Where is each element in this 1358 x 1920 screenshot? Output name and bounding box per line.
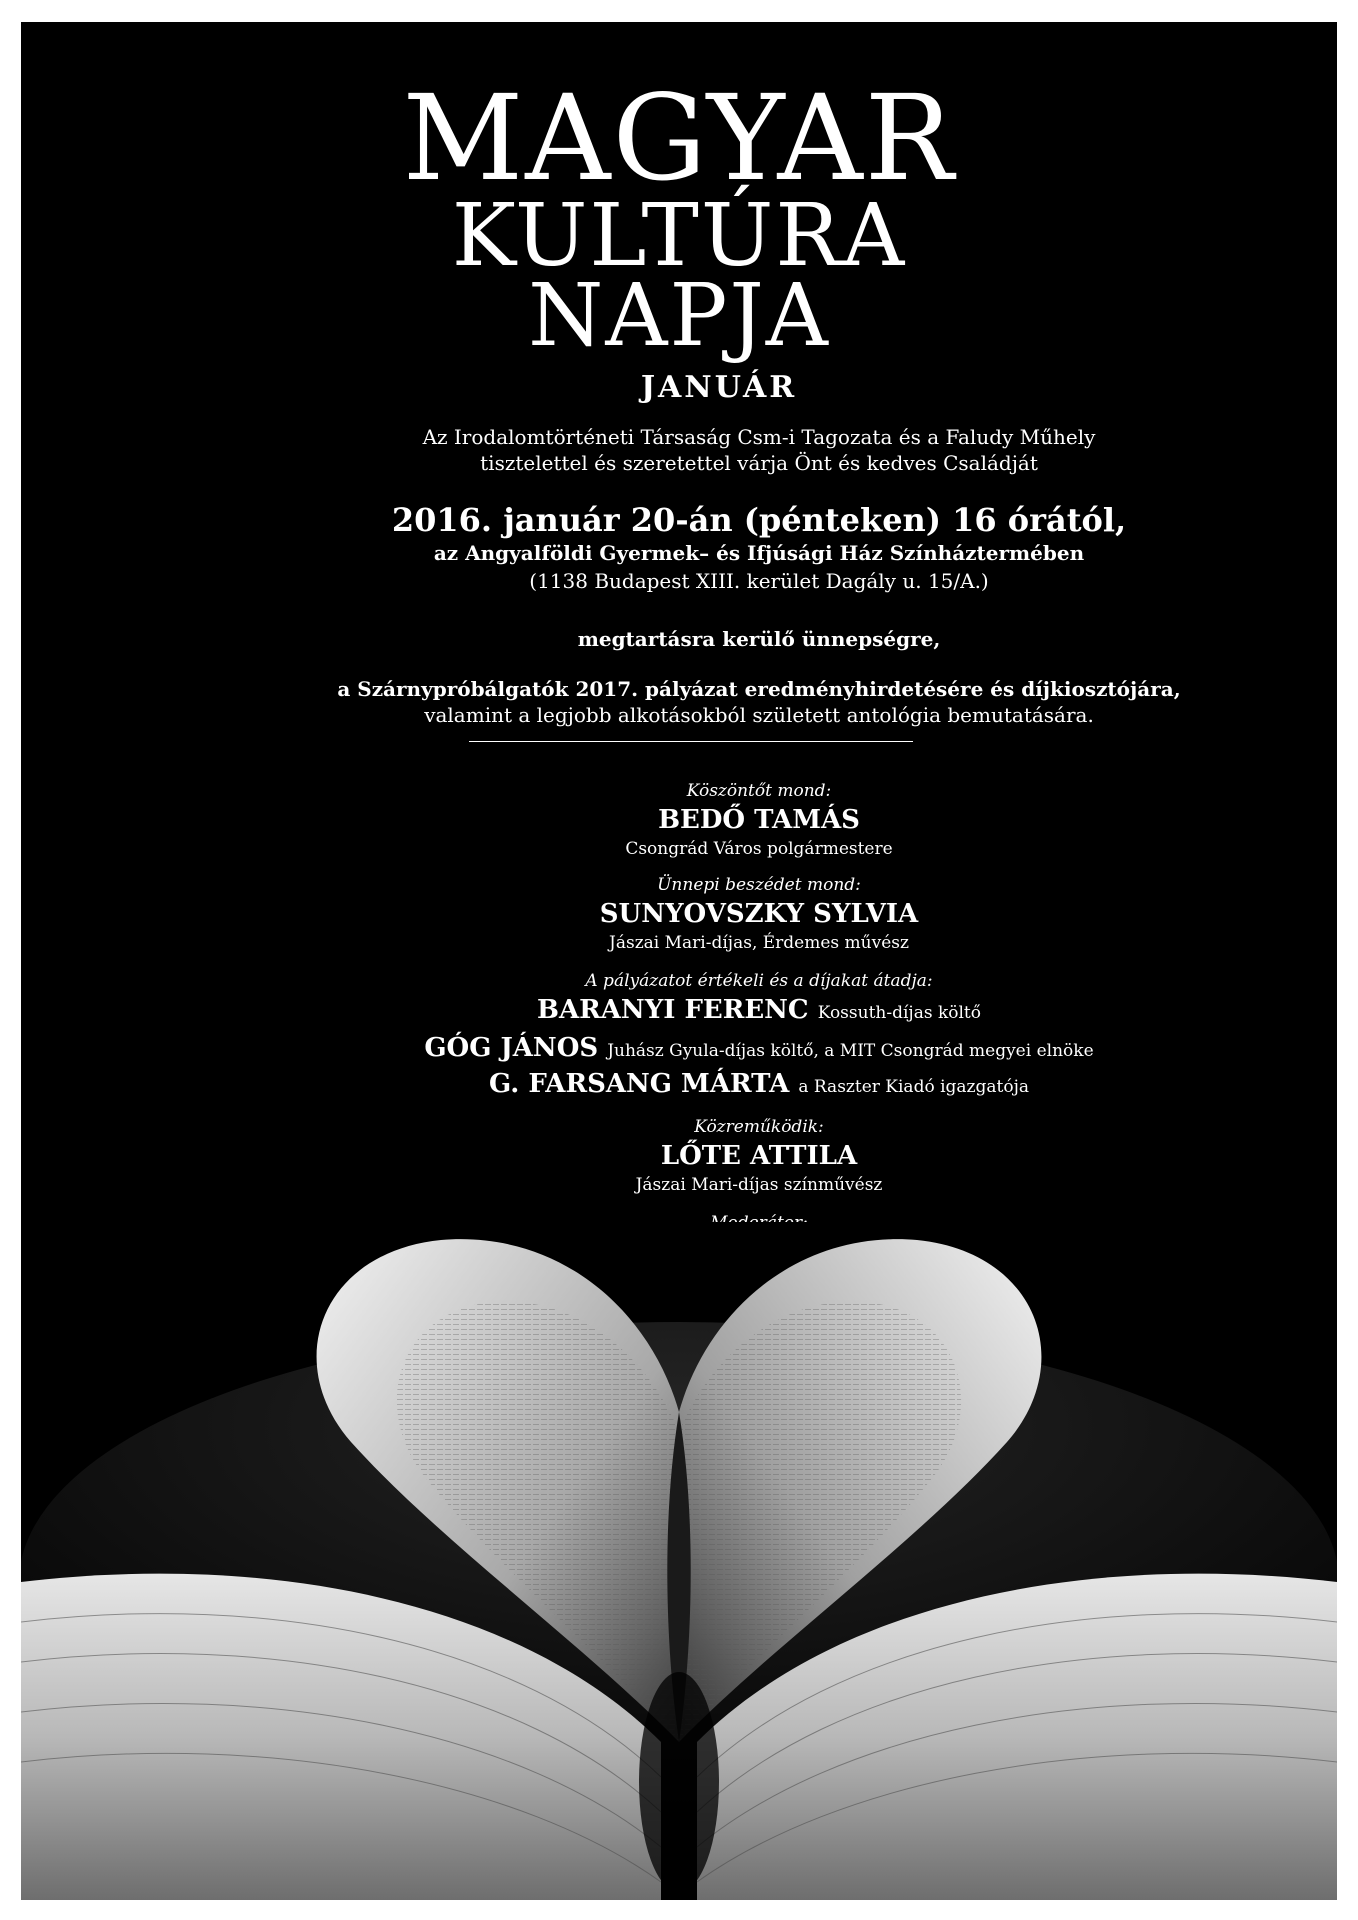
intro-line-2: tisztelettel és szeretettel várja Önt és kedves Családját	[480, 451, 1038, 475]
open-book-heart-photo	[21, 1222, 1337, 1900]
greeting-name: BEDŐ TAMÁS	[658, 805, 860, 835]
event-venue: az Angyalföldi Gyermek– és Ifjúsági Ház Színháztermében	[433, 541, 1085, 565]
event-competition: a Szárnypróbálgatók 2017. pályázat eredményhirdetésére és díjkiosztójára,	[337, 677, 1181, 701]
title-line-1: MAGYAR	[402, 69, 956, 207]
speech-name: SUNYOVSZKY SYLVIA	[599, 899, 919, 929]
jury-desc: Juhász Gyula-díjas költő, a MIT Csongrád megyei elnöke	[607, 1041, 1094, 1061]
greeting-desc: Csongrád Város polgármestere	[625, 839, 893, 859]
intro-line-1: Az Irodalomtörténeti Társaság Csm-i Tagozata és a Faludy Műhely	[422, 425, 1096, 449]
title-line-2: KULTÚRA	[451, 186, 907, 286]
jury-member	[21, 1032, 1337, 1067]
event-occasion: megtartásra kerülő ünnepségre,	[577, 627, 941, 651]
divider	[469, 741, 913, 742]
jury-member	[21, 994, 1337, 1029]
greeting-role: Köszöntőt mond:	[686, 781, 832, 801]
jury-name: BARANYI FERENC	[537, 995, 809, 1025]
jury-role: A pályázatot értékeli és a díjakat átadja:	[585, 971, 933, 991]
jury-desc: a Raszter Kiadó igazgatója	[798, 1077, 1029, 1097]
event-date: 2016. január 20-án (pénteken) 16 órától,	[391, 501, 1127, 539]
performer-name: LŐTE ATTILA	[660, 1141, 858, 1171]
speech-desc: Jászai Mari-díjas, Érdemes művész	[609, 933, 909, 953]
title-line-3: NAPJA	[528, 266, 830, 366]
intro-text	[21, 424, 1337, 476]
performer-desc: Jászai Mari-díjas színművész	[635, 1175, 883, 1195]
poster	[21, 22, 1337, 1900]
performer-role: Közreműködik:	[694, 1117, 824, 1137]
jury-desc: Kossuth-díjas költő	[817, 1003, 981, 1023]
event-anthology: valamint a legjobb alkotásokból született antológia bemutatására.	[424, 703, 1094, 727]
jury-member	[21, 1068, 1337, 1103]
event-address: (1138 Budapest XIII. kerület Dagály u. 15/A.)	[529, 569, 989, 593]
event-month: JANUÁR	[640, 370, 798, 405]
jury-name: G. FARSANG MÁRTA	[488, 1069, 790, 1099]
speech-role: Ünnepi beszédet mond:	[657, 875, 861, 895]
jury-name: GÓG JÁNOS	[424, 1033, 599, 1063]
